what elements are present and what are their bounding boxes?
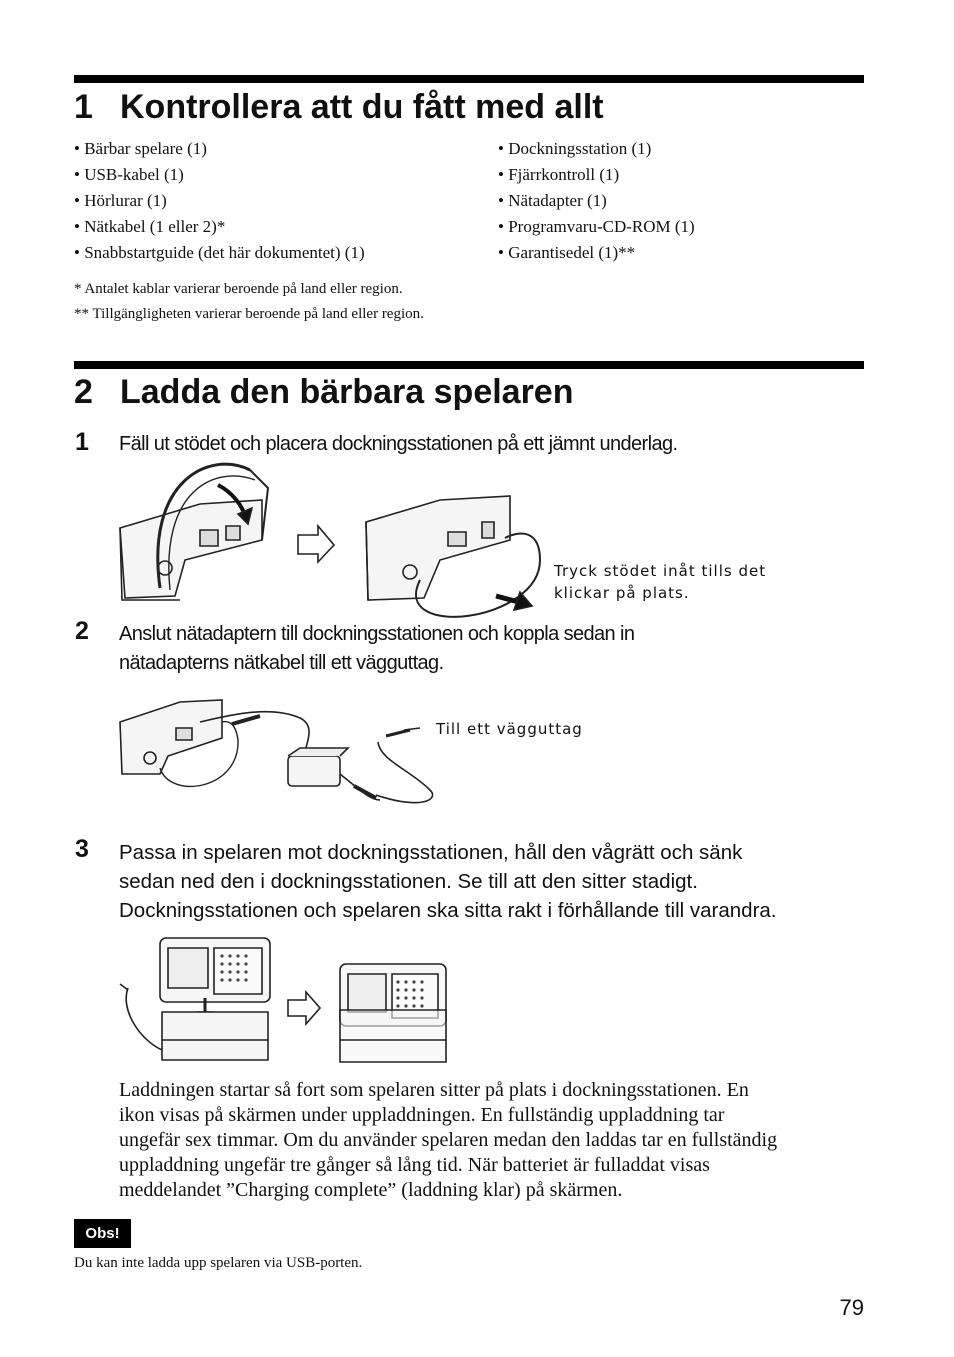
- list-item: • USB-kabel (1): [74, 165, 184, 184]
- step-3-number: 3: [75, 835, 89, 863]
- section-1-title: Kontrollera att du fått med allt: [120, 88, 604, 126]
- step-1-caption-line-2: klickar på plats.: [554, 584, 690, 602]
- step-2-text-line-2: nätadapterns nätkabel till ett vägguttag.: [119, 652, 444, 674]
- list-item: • Snabbstartguide (det här dokumentet) (1): [74, 243, 365, 262]
- step-1-number: 1: [75, 428, 89, 456]
- section-1-number: 1: [74, 88, 93, 126]
- paragraph-line: Laddningen startar så fort som spelaren sitter på plats i dockningsstationen. En: [119, 1079, 749, 1101]
- footnote: ** Tillgängligheten varierar beroende på land eller region.: [74, 306, 424, 322]
- list-item: • Bärbar spelare (1): [74, 139, 207, 158]
- paragraph-line: uppladdning ungefär tre gånger så lång tid. När batteriet är fulladdat visas: [119, 1154, 710, 1176]
- footnote: * Antalet kablar varierar beroende på land eller region.: [74, 281, 403, 297]
- section-2-number: 2: [74, 373, 93, 411]
- list-item: • Fjärrkontroll (1): [498, 165, 620, 184]
- step-3-text-line-3: Dockningsstationen och spelaren ska sitta rakt i förhållande till varandra.: [119, 899, 777, 922]
- paragraph-line: ikon visas på skärmen under uppladdningen. En fullständig uppladdning tar: [119, 1104, 725, 1126]
- paragraph-line: ungefär sex timmar. Om du använder spelaren medan den laddas tar en fullständig: [119, 1129, 778, 1151]
- list-item: • Hörlurar (1): [74, 191, 167, 210]
- step-1-text: Fäll ut stödet och placera dockningsstationen på ett jämnt underlag.: [119, 433, 678, 455]
- step-2-number: 2: [75, 617, 89, 645]
- list-item: • Nätadapter (1): [498, 191, 607, 210]
- step-1-caption-line-1: Tryck stödet inåt tills det: [554, 562, 767, 580]
- step-3-text-line-1: Passa in spelaren mot dockningsstationen, håll den vågrätt och sänk: [119, 841, 743, 864]
- obs-badge: Obs!: [74, 1219, 131, 1248]
- list-item: • Nätkabel (1 eller 2)*: [74, 217, 226, 236]
- step-2-caption: Till ett vägguttag: [436, 720, 583, 738]
- step-2-text-line-1: Anslut nätadaptern till dockningsstationen och koppla sedan in: [119, 623, 635, 645]
- list-item: • Garantisedel (1)**: [498, 243, 636, 262]
- section-2-title: Ladda den bärbara spelaren: [120, 373, 574, 411]
- list-item: • Programvaru-CD-ROM (1): [498, 217, 695, 236]
- obs-note: Du kan inte ladda upp spelaren via USB-porten.: [74, 1255, 363, 1271]
- list-item: • Dockningsstation (1): [498, 139, 652, 158]
- step-3-text-line-2: sedan ned den i dockningsstationen. Se till att den sitter stadigt.: [119, 870, 698, 893]
- page-number: 79: [839, 1295, 864, 1320]
- charging-paragraph: [119, 1078, 864, 1203]
- paragraph-line: meddelandet ”Charging complete” (laddning klar) på skärmen.: [119, 1179, 623, 1201]
